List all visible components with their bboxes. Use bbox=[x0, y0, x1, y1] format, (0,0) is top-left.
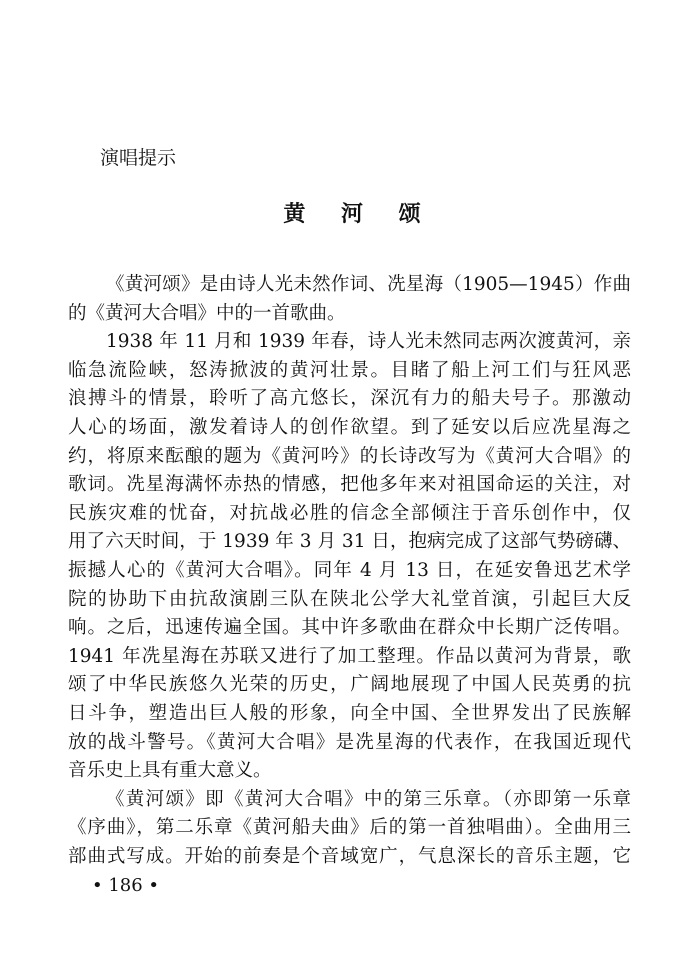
text-line: 用了六天时间，于 1939 年 3 月 31 日，抱病完成了这部气势磅礴、 bbox=[68, 531, 631, 553]
text-line: 民族灾难的忧奋，对抗战必胜的信念全部倾注于音乐创作中，仅 bbox=[68, 502, 631, 524]
page-title: 黄 河 颂 bbox=[283, 201, 435, 227]
text-line: 放的战斗警号。《黄河大合唱》是冼星海的代表作，在我国近现代 bbox=[68, 731, 631, 753]
text-line: 浪搏斗的情景，聆听了高亢悠长，深沉有力的船夫号子。那激动 bbox=[68, 388, 631, 410]
text-line: 1938 年 11 月和 1939 年春，诗人光未然同志两次渡黄河，亲 bbox=[106, 331, 631, 353]
text-line: 1941 年冼星海在苏联又进行了加工整理。作品以黄河为背景，歌 bbox=[68, 645, 631, 667]
text-line: 日斗争，塑造出巨人般的形象，向全中国、全世界发出了民族解 bbox=[68, 702, 631, 724]
text-line: 约，将原来酝酿的题为《黄河吟》的长诗改写为《黄河大合唱》的 bbox=[68, 445, 631, 467]
text-line: 振撼人心的《黄河大合唱》。同年 4 月 13 日，在延安鲁迅艺术学 bbox=[68, 559, 631, 581]
page-number: • 186 • bbox=[92, 875, 160, 896]
text-line: 人心的场面，激发着诗人的创作欲望。到了延安以后应冼星海之 bbox=[68, 416, 631, 438]
text-line: 院的协助下由抗敌演剧三队在陕北公学大礼堂首演，引起巨大反 bbox=[68, 588, 631, 610]
text-line: 《序曲》，第二乐章《黄河船夫曲》后的第一首独唱曲）。全曲用三 bbox=[68, 817, 631, 839]
text-line: 《黄河颂》即《黄河大合唱》中的第三乐章。（亦即第一乐章 bbox=[106, 788, 631, 810]
text-line: 的《黄河大合唱》中的一首歌曲。 bbox=[68, 302, 346, 324]
body-text bbox=[68, 271, 631, 871]
text-line: 歌词。冼星海满怀赤热的情感，把他多年来对祖国命运的关注，对 bbox=[68, 474, 631, 496]
section-label: 演唱提示 bbox=[100, 147, 177, 169]
text-line: 颂了中华民族悠久光荣的历史，广阔地展现了中国人民英勇的抗 bbox=[68, 674, 631, 696]
text-line: 《黄河颂》是由诗人光未然作词、冼星海（1905—1945）作曲 bbox=[106, 274, 631, 295]
text-line: 响。之后，迅速传遍全国。其中许多歌曲在群众中长期广泛传唱。 bbox=[68, 617, 631, 639]
text-line: 临急流险峡，怒涛掀波的黄河壮景。目睹了船上河工们与狂风恶 bbox=[68, 359, 631, 381]
text-line: 部曲式写成。开始的前奏是个音域宽广，气息深长的音乐主题，它 bbox=[68, 845, 631, 867]
text-line: 音乐史上具有重大意义。 bbox=[68, 760, 272, 782]
